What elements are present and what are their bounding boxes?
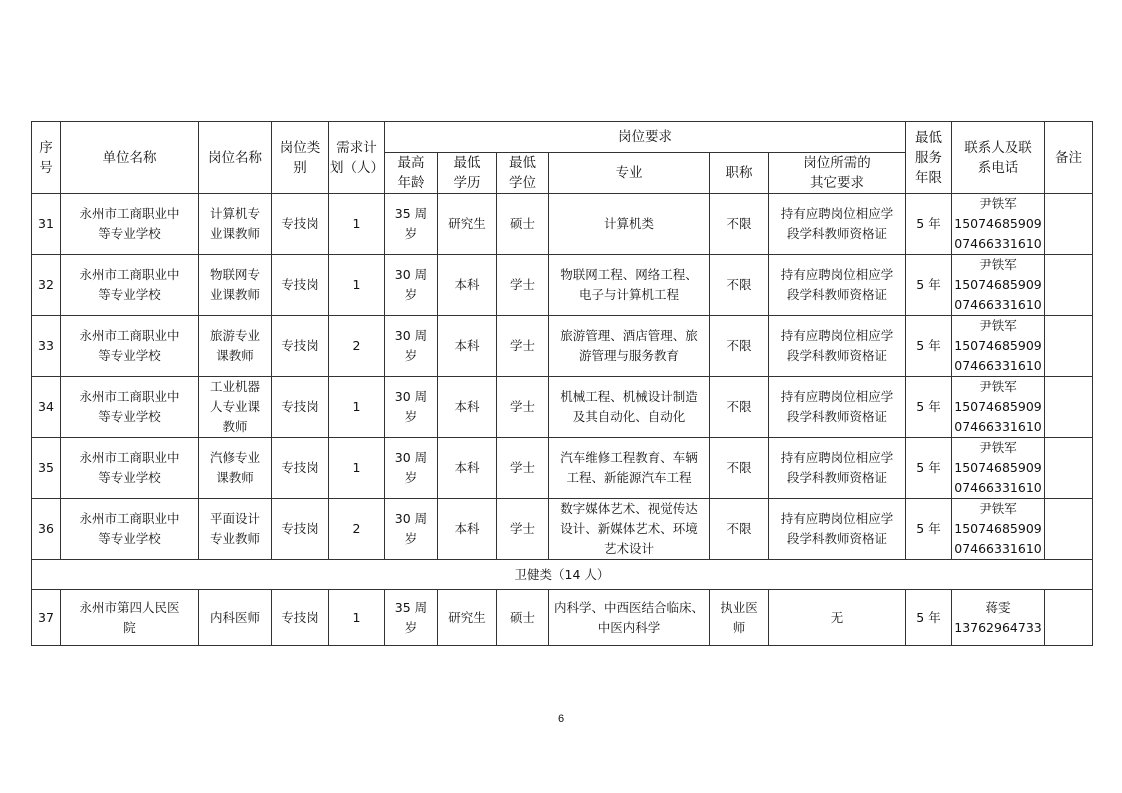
cell-plan [329, 438, 385, 499]
cell-unit-line: 永州市工商职业中 [79, 389, 180, 404]
cell-service-text: 5 年 [916, 460, 941, 475]
cell-edu [438, 194, 497, 255]
cell-service-text: 5 年 [916, 216, 941, 231]
cell-contact-line: 07466331610 [954, 297, 1042, 312]
cell-service-text: 5 年 [916, 521, 941, 536]
cell-category-text: 专技岗 [281, 609, 319, 625]
cell-position-line: 课教师 [216, 470, 254, 485]
header-unit-text: 单位名称 [102, 149, 157, 166]
header-plan-line: 划（人） [330, 159, 384, 176]
cell-service-text: 5 年 [916, 399, 941, 414]
cell-remark [1045, 438, 1093, 499]
cell-position [199, 255, 272, 316]
cell-other [769, 499, 906, 560]
cell-other-line: 段学科教师资格证 [786, 287, 887, 302]
cell-contact-line: 蒋雯 [985, 599, 1011, 615]
cell-position-line: 人专业课 [209, 399, 260, 414]
cell-degree-text: 硕士 [509, 216, 535, 231]
cell-unit [61, 316, 199, 377]
cell-age-line: 岁 [404, 409, 418, 424]
header-max-age-line: 最高 [397, 155, 425, 171]
cell-other-line: 段学科教师资格证 [786, 470, 887, 485]
cell-service-text: 5 年 [916, 338, 941, 353]
cell-position [199, 316, 272, 377]
cell-unit-line: 等专业学校 [98, 348, 161, 363]
cell-other [769, 438, 906, 499]
cell-major-line: 中医内科学 [597, 619, 661, 635]
cell-contact-line: 尹铁军 [979, 440, 1017, 455]
cell-position [199, 438, 272, 499]
cell-plan-text: 1 [352, 399, 361, 414]
cell-age-line: 30 周 [394, 267, 428, 282]
cell-title-line: 不限 [726, 277, 752, 292]
cell-age [385, 316, 438, 377]
cell-contact [952, 590, 1045, 646]
header-remark [1045, 122, 1093, 194]
header-category [272, 122, 329, 194]
cell-contact [952, 255, 1045, 316]
cell-service [906, 377, 952, 438]
cell-age [385, 255, 438, 316]
cell-unit [61, 499, 199, 560]
cell-edu-text: 本科 [454, 460, 480, 475]
cell-category-text: 专技岗 [281, 460, 319, 475]
cell-seq-text: 35 [38, 460, 54, 475]
header-title-text: 职称 [725, 165, 753, 181]
table-row [32, 499, 1093, 560]
cell-contact-line: 15074685909 [954, 521, 1042, 536]
header-min-degree-line: 学位 [509, 175, 536, 191]
header-max-age-line: 年龄 [397, 175, 425, 191]
cell-service-text: 5 年 [916, 609, 941, 625]
cell-unit-line: 等专业学校 [98, 531, 161, 546]
header-category-line: 别 [293, 159, 307, 176]
cell-other-line: 持有应聘岗位相应学 [780, 389, 894, 404]
cell-seq-text: 33 [38, 338, 54, 353]
cell-contact-line: 07466331610 [954, 358, 1042, 373]
cell-seq [32, 499, 61, 560]
cell-degree-text: 硕士 [509, 609, 535, 625]
cell-plan [329, 255, 385, 316]
cell-position-line: 计算机专 [209, 206, 260, 221]
cell-age-line: 岁 [404, 470, 418, 485]
cell-unit-line: 永州市工商职业中 [79, 267, 180, 282]
header-contact [952, 122, 1045, 194]
cell-position [199, 194, 272, 255]
cell-seq-text: 37 [38, 609, 54, 625]
cell-remark [1045, 255, 1093, 316]
cell-plan-text: 1 [352, 277, 361, 292]
cell-other [769, 255, 906, 316]
cell-edu-text: 本科 [454, 399, 480, 414]
cell-service [906, 255, 952, 316]
cell-major-line: 数字媒体艺术、视觉传达 [560, 501, 698, 516]
cell-remark [1045, 194, 1093, 255]
cell-plan-text: 2 [352, 521, 361, 536]
cell-other-line: 段学科教师资格证 [786, 226, 887, 241]
cell-position-line: 工业机器 [209, 379, 260, 394]
cell-position-line: 专业教师 [209, 531, 260, 546]
header-category-line: 岗位类 [279, 139, 321, 156]
cell-contact-line: 07466331610 [954, 541, 1042, 556]
cell-major [549, 590, 710, 646]
cell-age-line: 35 周 [394, 206, 428, 221]
cell-title [710, 255, 769, 316]
cell-age-line: 30 周 [394, 511, 428, 526]
cell-contact-line: 尹铁军 [979, 196, 1017, 211]
cell-plan [329, 499, 385, 560]
cell-position-line: 汽修专业 [209, 450, 260, 465]
cell-major-line: 艺术设计 [603, 541, 654, 556]
header-min-edu-line: 最低 [453, 155, 481, 171]
table-body [32, 194, 1093, 646]
cell-age-line: 岁 [404, 619, 418, 635]
cell-position-line: 教师 [222, 419, 248, 434]
cell-unit-line: 永州市工商职业中 [79, 328, 180, 343]
cell-contact-line: 07466331610 [954, 480, 1042, 495]
cell-category [272, 255, 329, 316]
cell-remark [1045, 377, 1093, 438]
cell-title [710, 438, 769, 499]
cell-degree [497, 499, 549, 560]
table-row [32, 316, 1093, 377]
cell-category [272, 499, 329, 560]
header-other [769, 153, 906, 194]
cell-service-text: 5 年 [916, 277, 941, 292]
cell-major-line: 及其自动化、自动化 [572, 409, 686, 424]
cell-seq [32, 194, 61, 255]
cell-position [199, 377, 272, 438]
cell-major-line: 工程、新能源汽车工程 [566, 470, 692, 485]
cell-degree [497, 194, 549, 255]
header-major-text: 专业 [615, 165, 643, 181]
cell-age [385, 377, 438, 438]
cell-plan-text: 1 [352, 460, 361, 475]
header-plan-line: 需求计 [336, 139, 377, 156]
cell-contact-line: 13762964733 [954, 619, 1042, 635]
cell-title [710, 590, 769, 646]
cell-plan-text: 1 [352, 609, 361, 625]
header-major [549, 153, 710, 194]
cell-other [769, 316, 906, 377]
cell-major-line: 设计、新媒体艺术、环境 [560, 521, 698, 536]
cell-major-line: 电子与计算机工程 [578, 287, 679, 302]
cell-title-line: 不限 [726, 521, 752, 536]
cell-category-text: 专技岗 [281, 277, 319, 292]
cell-degree-text: 学士 [509, 399, 535, 414]
cell-other [769, 590, 906, 646]
header-min-edu-line: 学历 [453, 175, 481, 191]
cell-title-line: 执业医 [720, 599, 758, 615]
cell-edu [438, 438, 497, 499]
table-row [32, 590, 1093, 646]
cell-contact-line: 15074685909 [954, 277, 1042, 292]
recruitment-table [31, 121, 1093, 646]
category-row [32, 560, 1093, 590]
cell-plan-text: 1 [352, 216, 361, 231]
cell-unit [61, 590, 199, 646]
header-min-degree [497, 153, 549, 194]
cell-age-line: 岁 [404, 287, 418, 302]
header-requirements [385, 122, 906, 153]
header-position [199, 122, 272, 194]
header-seq [32, 122, 61, 194]
cell-contact-line: 07466331610 [954, 236, 1042, 251]
cell-unit-line: 等专业学校 [98, 470, 161, 485]
header-service-line: 最低 [915, 129, 942, 146]
cell-age-line: 35 周 [394, 599, 428, 615]
header-contact-line: 系电话 [977, 159, 1019, 176]
header-position-text: 岗位名称 [208, 149, 262, 166]
cell-unit-line: 永州市工商职业中 [79, 450, 180, 465]
header-remark-text: 备注 [1055, 149, 1082, 166]
cell-major-line: 内科学、中西医结合临床、 [553, 599, 704, 615]
cell-unit-line: 等专业学校 [98, 409, 161, 424]
cell-contact-line: 15074685909 [954, 399, 1042, 414]
cell-contact-line: 15074685909 [954, 216, 1042, 231]
header-requirements-text: 岗位要求 [618, 129, 672, 145]
cell-edu [438, 590, 497, 646]
cell-other [769, 377, 906, 438]
cell-age-line: 30 周 [394, 328, 428, 343]
cell-degree [497, 255, 549, 316]
cell-contact [952, 377, 1045, 438]
category-heading: 卫健类（14 人） [32, 560, 1093, 590]
cell-seq-text: 32 [38, 277, 54, 292]
header-other-line: 岗位所需的 [803, 155, 871, 171]
cell-position [199, 499, 272, 560]
cell-contact [952, 438, 1045, 499]
cell-degree-text: 学士 [509, 338, 535, 353]
cell-seq-text: 36 [38, 521, 54, 536]
cell-age [385, 590, 438, 646]
cell-title-line: 师 [732, 619, 746, 635]
cell-unit [61, 438, 199, 499]
cell-major [549, 499, 710, 560]
cell-position-line: 物联网专 [209, 267, 260, 282]
cell-service [906, 438, 952, 499]
cell-unit-line: 永州市工商职业中 [79, 511, 180, 526]
cell-degree [497, 590, 549, 646]
cell-position-line: 内科医师 [209, 609, 260, 625]
cell-age [385, 438, 438, 499]
cell-edu-text: 研究生 [448, 609, 486, 625]
cell-major-line: 计算机类 [603, 216, 654, 231]
cell-other-line: 持有应聘岗位相应学 [780, 450, 894, 465]
cell-plan [329, 377, 385, 438]
cell-category [272, 377, 329, 438]
cell-title-line: 不限 [726, 338, 752, 353]
cell-category [272, 316, 329, 377]
cell-contact-line: 尹铁军 [979, 257, 1017, 272]
cell-position-line: 课教师 [216, 348, 254, 363]
cell-position [199, 590, 272, 646]
cell-unit [61, 194, 199, 255]
cell-category [272, 590, 329, 646]
cell-category-text: 专技岗 [281, 338, 319, 353]
cell-seq [32, 590, 61, 646]
cell-major-line: 旅游管理、酒店管理、旅 [560, 328, 698, 343]
header-min-edu [438, 153, 497, 194]
cell-category-text: 专技岗 [281, 521, 319, 536]
cell-plan [329, 194, 385, 255]
cell-service [906, 316, 952, 377]
cell-category [272, 438, 329, 499]
cell-age-line: 岁 [404, 226, 418, 241]
cell-major-line: 汽车维修工程教育、车辆 [560, 450, 698, 465]
cell-title [710, 194, 769, 255]
table-row [32, 377, 1093, 438]
table-row [32, 255, 1093, 316]
cell-edu-text: 本科 [454, 521, 480, 536]
cell-age-line: 岁 [404, 348, 418, 363]
cell-seq-text: 34 [38, 399, 54, 414]
cell-edu [438, 255, 497, 316]
cell-unit-line: 院 [123, 619, 136, 635]
cell-title-line: 不限 [726, 399, 752, 414]
cell-unit [61, 377, 199, 438]
cell-other-line: 持有应聘岗位相应学 [780, 206, 894, 221]
cell-contact-line: 07466331610 [954, 419, 1042, 434]
cell-edu [438, 316, 497, 377]
cell-title [710, 377, 769, 438]
header-unit [61, 122, 199, 194]
cell-edu-text: 研究生 [448, 216, 486, 231]
cell-degree [497, 316, 549, 377]
cell-title-line: 不限 [726, 216, 752, 231]
cell-service [906, 499, 952, 560]
cell-plan-text: 2 [352, 338, 361, 353]
cell-major [549, 255, 710, 316]
cell-other-line: 段学科教师资格证 [786, 348, 887, 363]
cell-age-line: 30 周 [394, 450, 428, 465]
cell-contact-line: 15074685909 [954, 338, 1042, 353]
header-max-age [385, 153, 438, 194]
cell-plan [329, 316, 385, 377]
header-seq-line: 序 [39, 139, 53, 156]
cell-remark [1045, 590, 1093, 646]
cell-degree-text: 学士 [509, 460, 535, 475]
header-min-degree-line: 最低 [509, 155, 536, 171]
cell-contact [952, 194, 1045, 255]
cell-category-text: 专技岗 [281, 216, 319, 231]
cell-edu-text: 本科 [454, 277, 480, 292]
cell-remark [1045, 316, 1093, 377]
cell-other-line: 持有应聘岗位相应学 [780, 328, 894, 343]
cell-position-line: 业课教师 [209, 226, 260, 241]
cell-unit [61, 255, 199, 316]
table-row [32, 438, 1093, 499]
cell-major [549, 194, 710, 255]
cell-title-line: 不限 [726, 460, 752, 475]
header-contact-line: 联系人及联 [964, 139, 1032, 156]
header-title [710, 153, 769, 194]
cell-major-line: 物联网工程、网络工程、 [560, 267, 698, 282]
cell-major [549, 377, 710, 438]
cell-other-line: 段学科教师资格证 [786, 531, 887, 546]
cell-major [549, 438, 710, 499]
cell-contact [952, 316, 1045, 377]
cell-title [710, 316, 769, 377]
cell-contact [952, 499, 1045, 560]
cell-edu [438, 377, 497, 438]
cell-other-line: 持有应聘岗位相应学 [780, 267, 894, 282]
cell-contact-line: 尹铁军 [979, 379, 1017, 394]
cell-major-line: 机械工程、机械设计制造 [560, 389, 698, 404]
cell-position-line: 旅游专业 [209, 328, 260, 343]
cell-age-line: 岁 [404, 531, 418, 546]
cell-remark [1045, 499, 1093, 560]
cell-category-text: 专技岗 [281, 399, 319, 414]
cell-position-line: 平面设计 [209, 511, 260, 526]
cell-position-line: 业课教师 [209, 287, 260, 302]
cell-age [385, 194, 438, 255]
cell-degree-text: 学士 [509, 521, 535, 536]
cell-contact-line: 15074685909 [954, 460, 1042, 475]
cell-category [272, 194, 329, 255]
cell-seq-text: 31 [38, 216, 54, 231]
cell-other-line: 无 [830, 609, 844, 625]
cell-unit-line: 等专业学校 [98, 287, 161, 302]
header-other-line: 其它要求 [810, 175, 864, 191]
cell-degree [497, 377, 549, 438]
cell-seq [32, 438, 61, 499]
cell-degree-text: 学士 [509, 277, 535, 292]
cell-major-line: 游管理与服务教育 [578, 348, 679, 363]
cell-edu-text: 本科 [454, 338, 480, 353]
header-service-line: 服务 [915, 149, 942, 166]
header-service [906, 122, 952, 194]
header-service-line: 年限 [915, 169, 942, 186]
cell-seq [32, 377, 61, 438]
cell-contact-line: 尹铁军 [979, 318, 1017, 333]
cell-age [385, 499, 438, 560]
cell-service [906, 590, 952, 646]
cell-unit-line: 永州市第四人民医 [79, 599, 180, 615]
cell-seq [32, 255, 61, 316]
cell-unit-line: 永州市工商职业中 [79, 206, 180, 221]
cell-other-line: 持有应聘岗位相应学 [780, 511, 894, 526]
cell-major [549, 316, 710, 377]
cell-seq [32, 316, 61, 377]
cell-degree [497, 438, 549, 499]
cell-unit-line: 等专业学校 [98, 226, 161, 241]
cell-title [710, 499, 769, 560]
cell-edu [438, 499, 497, 560]
cell-other-line: 段学科教师资格证 [786, 409, 887, 424]
cell-other [769, 194, 906, 255]
header-plan [329, 122, 385, 194]
cell-age-line: 30 周 [394, 389, 428, 404]
cell-service [906, 194, 952, 255]
cell-contact-line: 尹铁军 [979, 501, 1017, 516]
cell-plan [329, 590, 385, 646]
table-row [32, 194, 1093, 255]
header-seq-line: 号 [39, 159, 53, 176]
page-number: 6 [557, 713, 565, 725]
